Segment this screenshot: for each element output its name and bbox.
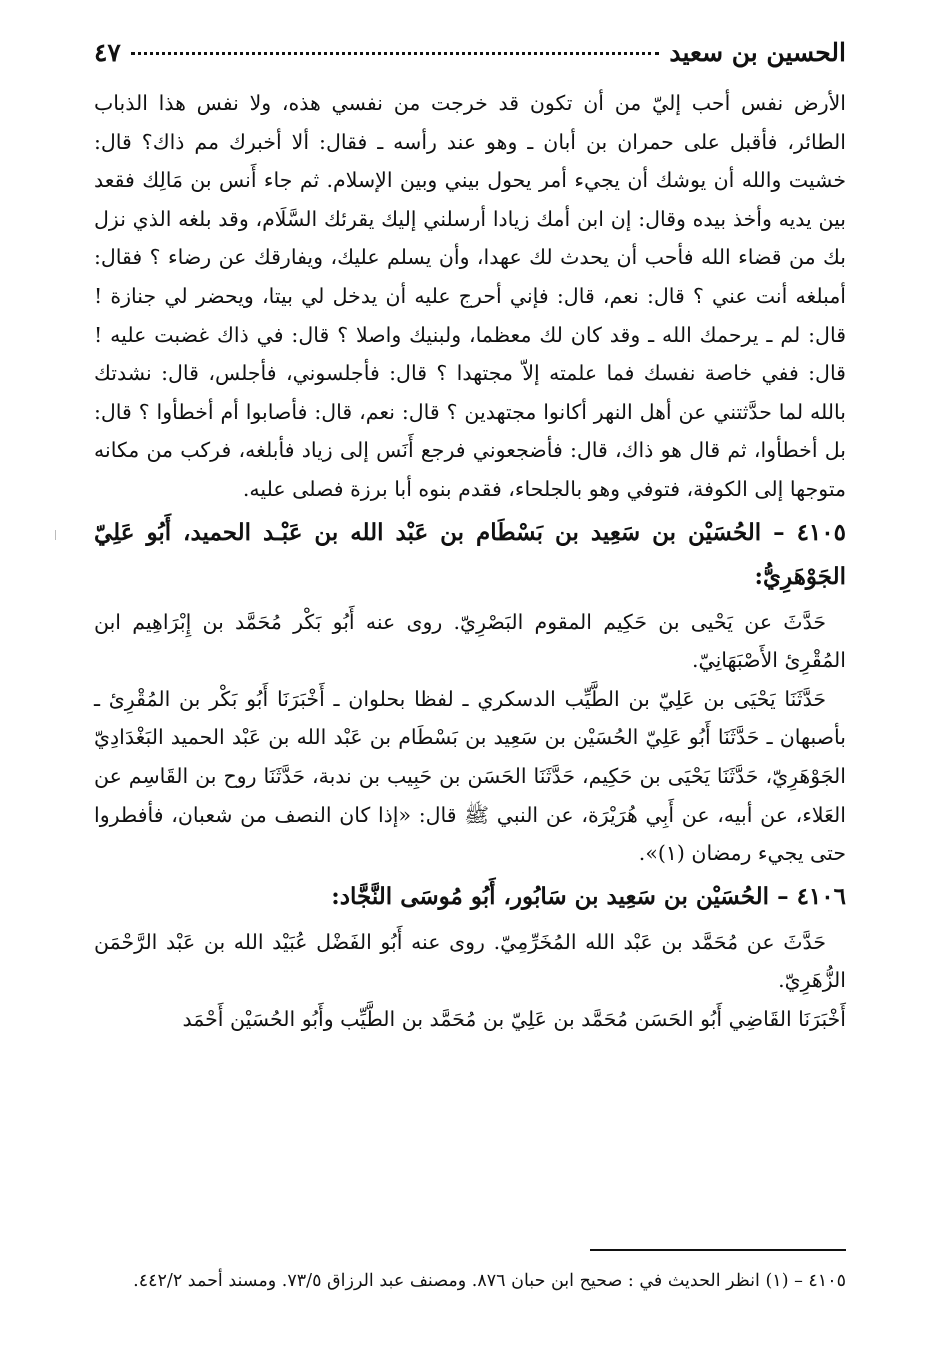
footnotes	[94, 1266, 846, 1296]
entry-4106-paragraph-2: أَخْبَرَنَا القَاضِي أَبُو الحَسَن مُحَمَّد بن عَلِيّ بن مُحَمَّد بن الطَّيِّب وأَبُو الحُسَيْن أَحْمَد	[182, 1006, 846, 1031]
entry-4106-paragraph-1: حَدَّثَ عن مُحَمَّد بن عَبْد الله المُخَرِّمِيّ. روى عنه أَبُو الفَضْل عُبَيْد الله بن عَبْد الرَّحْمَن الزُّهَرِيّ.	[94, 929, 846, 993]
entry-4105-paragraph-2: حَدَّثَنَا يَحْيَى بن عَلِيّ بن الطَّيِّب الدسكري ـ لفظا بحلوان ـ أَخْبَرَنَا أَبُو بَكْر بن المُقْرِئ ـ بأصبهان ـ حَدَّثَنَا أَبُو عَلِيّ الحُسَيْن بن سَعِيد بن بَسْطَام بن عَبْد الله بن عَبْد الحميد البَغْدَادِيّ الجَوْهَرِيّ، حَدَّثَنَا يَحْيَى بن حَكِيم، حَدَّثَنَا الحَسَن بن حَبِيب بن ندبة، حَدَّثَنَا روح بن القَاسِم عن العَلاء، عن أبيه، عن أَبِي هُرَيْرَة، عن النبي ﷺ قال: «إذا كان النصف من شعبان، فأفطروا حتى يجيء رمضان (١)».	[94, 686, 846, 866]
book-page	[94, 38, 846, 1038]
page-body	[94, 84, 846, 1038]
margin-mark	[55, 530, 56, 540]
entry-4105-paragraph-1: حَدَّثَ عن يَحْيى بن حَكِيم المقوم البَصْرِيّ. روى عنه أَبُو بَكْر مُحَمَّد بن إِبْرَاهِيم ابن المُقْرِئ الأَصْبَهَانِيّ.	[94, 609, 846, 673]
entry-heading-4106: ٤١٠٦ – الحُسَيْن بن سَعِيد بن سَابُور، أَبُو مُوسَى النَّجَّاد:	[331, 882, 846, 910]
dotted-leader	[131, 52, 659, 55]
footnote-4105-1: ٤١٠٥ – (١) انظر الحديث في : صحيح ابن حبان ٨٧٦. ومصنف عبد الرزاق ٧٣/٥. ومسند أحمد ٤٤٢/٢.	[133, 1271, 846, 1291]
page-number: ٤٧	[94, 38, 121, 67]
continuation-paragraph: الأرض نفس أحب إليّ من أن تكون قد خرجت من نفسي هذه، ولا نفس هذا الذباب الطائر، فأقبل على حمران بن أبان ـ وهو عند رأسه ـ فقال: ألا أخبرك مم ذاك؟ قال: خشيت والله أن يوشك أن يجيء أمر يحول بيني وبين الإسلام. ثم جاء أَنس بن مَالِك فقعد بين يديه وأخذ بيده وقال: إن ابن أمك زيادا أرسلني إليك يقرئك السَّلَام، وقد بلغه الذي نزل بك من قضاء الله فأحب أن يحدث لك عهدا، وأن يسلم عليك، ويفارقك عن رضاء ؟ فقال: أمبلغه أنت عني ؟ قال: نعم، قال: فإني أحرج عليه أن يدخل لي بيتا، ويحضر لي جنازة ! قال: لم ـ يرحمك الله ـ وقد كان لك معظما، ولبنيك واصلا ؟ قال: في ذاك غضبت عليه ! قال: ففي خاصة نفسك فما علمته إلاّ مجتهدا ؟ قال: فأجلسوني، فأجلس، قال: نشدتك بالله لما حدَّثتني عن أهل النهر أكانوا مجتهدين ؟ قال: نعم، قال: فأصابوا أم أخطأوا ؟ قال: بل أخطأوا، ثم قال هو ذاك، قال: فأضجعوني فرجع أَنَس إلى زياد فأبلغه، فركب من مكانه متوجها إلى الكوفة، فتوفي وهو بالجلحاء، فقدم بنوه أبا برزة فصلى عليه.	[94, 91, 846, 501]
footnote-separator	[590, 1249, 846, 1251]
page-header	[94, 38, 846, 84]
running-title: الحسين بن سعيد	[669, 38, 846, 67]
entry-heading-4105: ٤١٠٥ – الحُسَيْن بن سَعِيد بن بَسْطَام بن عَبْد الله بن عَبْـد الحميد، أَبُو عَلِيّ الجَوْهَرِيُّ:	[94, 518, 846, 590]
